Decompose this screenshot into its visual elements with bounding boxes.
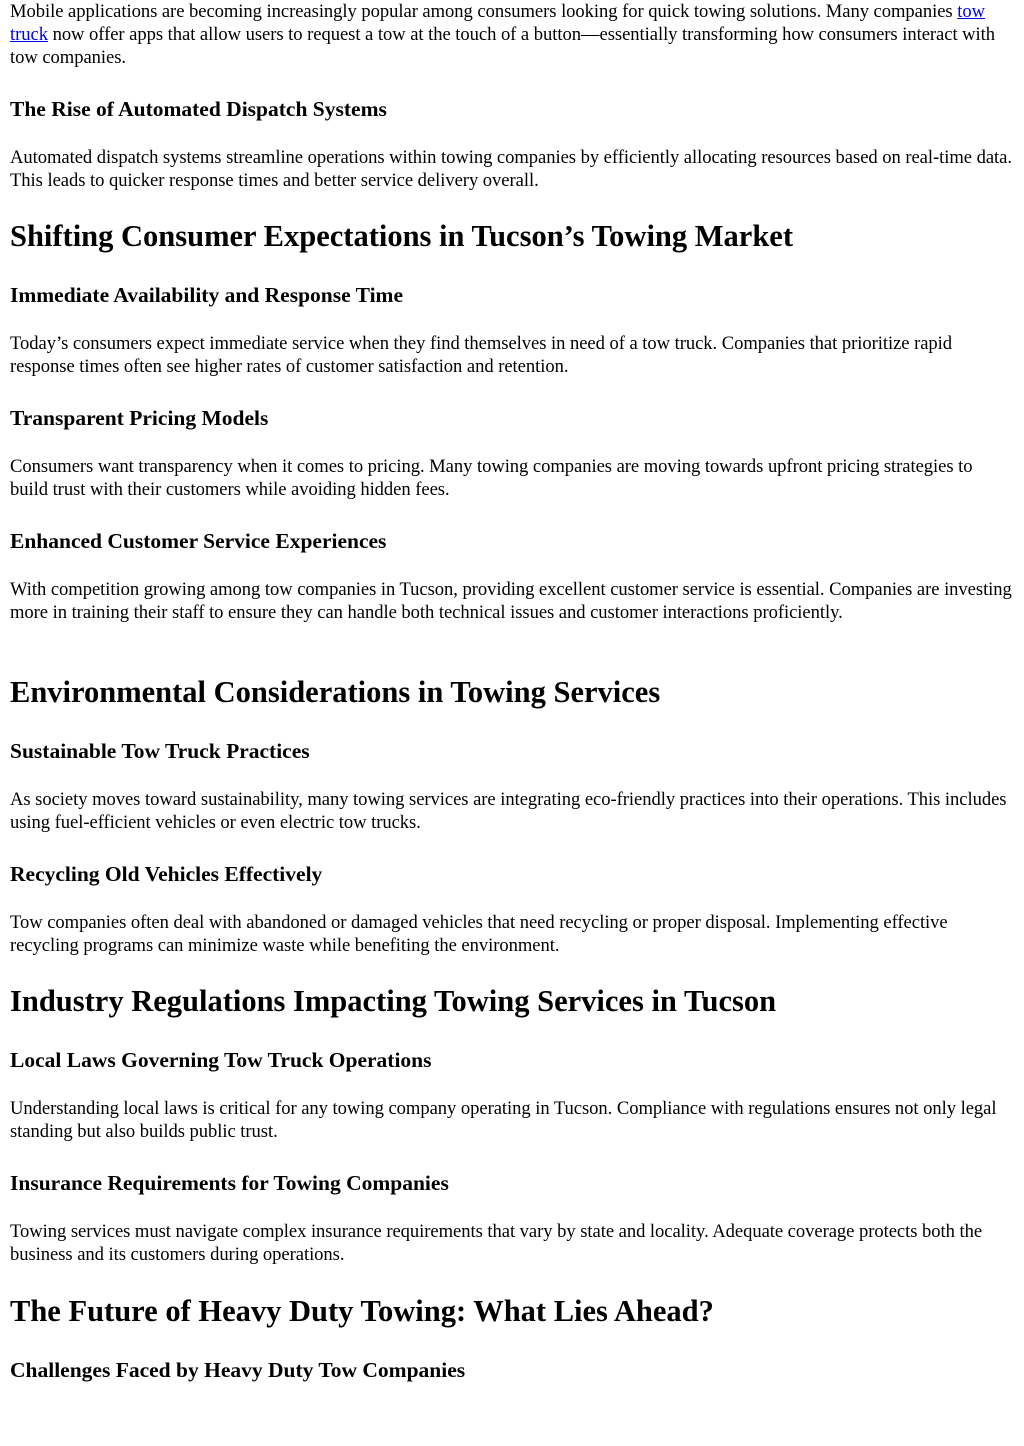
tow-truck-link[interactable]: tow truck	[10, 1, 985, 46]
heading-future-heavy-duty-towing: The Future of Heavy Duty Towing: What Lies Ahead?	[10, 1294, 714, 1328]
paragraph-sustainable-practices: As society moves toward sustainability, many towing services are integrating eco-friendly practices into their operations. This includes using fuel-efficient vehicles or even electric tow trucks.	[10, 789, 1007, 834]
paragraph-local-laws: Understanding local laws is critical for any towing company operating in Tucson. Compliance with regulations ensures not only legal standing but also builds public trust.	[10, 1098, 997, 1143]
heading-immediate-availability: Immediate Availability and Response Time	[10, 283, 404, 307]
paragraph-insurance-requirements: Towing services must navigate complex insurance requirements that vary by state and locality. Adequate coverage protects both the business and its customers during operations.	[10, 1221, 983, 1266]
intro-text-after-link: now offer apps that allow users to request a tow at the touch of a button—essentially transforming how consumers interact with tow companies.	[10, 24, 996, 69]
paragraph-recycling-vehicles: Tow companies often deal with abandoned or damaged vehicles that need recycling or proper disposal. Implementing effective recycling programs can minimize waste while benefiting the environment.	[10, 912, 948, 957]
heading-sustainable-practices: Sustainable Tow Truck Practices	[10, 739, 310, 763]
heading-enhanced-customer-service: Enhanced Customer Service Experiences	[10, 529, 387, 553]
intro-paragraph	[10, 0, 1014, 70]
intro-text-before-link: Mobile applications are becoming increasingly popular among consumers looking for quick towing solutions. Many companies	[10, 1, 958, 22]
heading-transparent-pricing: Transparent Pricing Models	[10, 406, 269, 430]
heading-heavy-duty-challenges: Challenges Faced by Heavy Duty Tow Companies	[10, 1358, 466, 1382]
heading-industry-regulations: Industry Regulations Impacting Towing Services in Tucson	[10, 984, 777, 1018]
paragraph-enhanced-customer-service: With competition growing among tow companies in Tucson, providing excellent customer service is essential. Companies are investing more in training their staff to ensure they can handle both technical issues and customer interactions proficiently.	[10, 579, 1012, 624]
heading-recycling-vehicles: Recycling Old Vehicles Effectively	[10, 862, 323, 886]
heading-environmental-considerations: Environmental Considerations in Towing Services	[10, 675, 661, 709]
heading-insurance-requirements: Insurance Requirements for Towing Companies	[10, 1171, 449, 1195]
heading-shifting-consumer-expectations: Shifting Consumer Expectations in Tucson’s Towing Market	[10, 219, 793, 253]
heading-local-laws: Local Laws Governing Tow Truck Operations	[10, 1048, 432, 1072]
paragraph-automated-dispatch: Automated dispatch systems streamline operations within towing companies by efficiently allocating resources based on real-time data. This leads to quicker response times and better service delivery overall.	[10, 147, 1012, 192]
heading-automated-dispatch: The Rise of Automated Dispatch Systems	[10, 97, 387, 121]
paragraph-immediate-availability: Today’s consumers expect immediate service when they find themselves in need of a tow truck. Companies that prioritize rapid response times often see higher rates of customer satisfaction and retention.	[10, 333, 953, 378]
paragraph-transparent-pricing: Consumers want transparency when it comes to pricing. Many towing companies are moving towards upfront pricing strategies to build trust with their customers while avoiding hidden fees.	[10, 456, 973, 501]
